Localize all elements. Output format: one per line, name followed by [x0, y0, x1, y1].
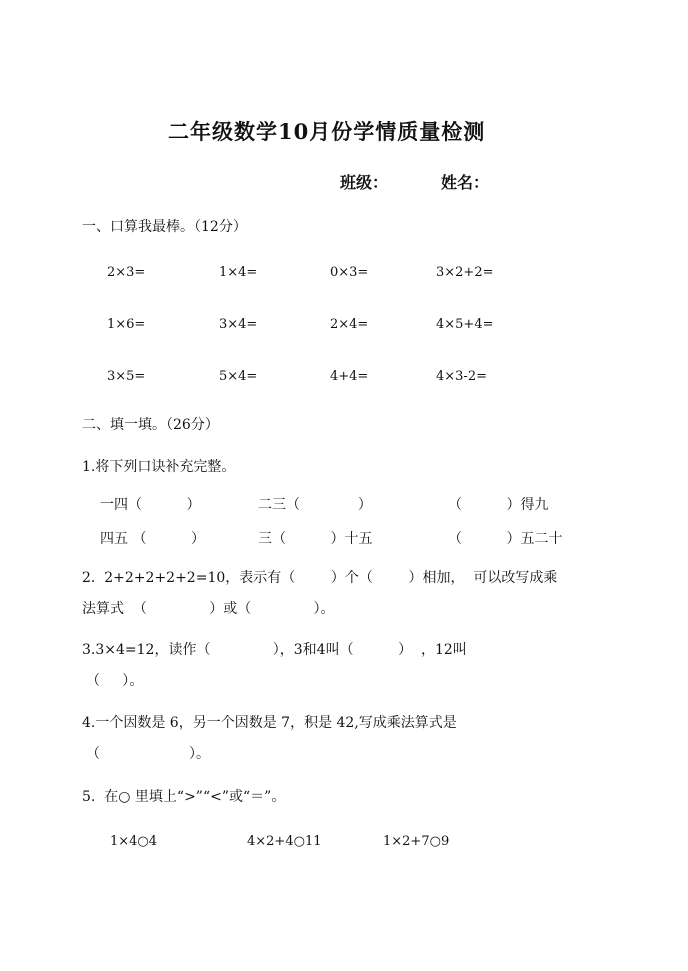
q1-blank-4: 四五 （ ） — [100, 531, 205, 547]
page-title: 二年级数学10月份学情质量检测 — [168, 119, 486, 144]
name-label: 姓名： — [441, 173, 490, 192]
calc-1-2: 1×4= — [219, 265, 258, 280]
calc-3-1: 3×5= — [107, 369, 146, 384]
q3-line-2: （ ）。 — [86, 673, 144, 689]
calc-1-4: 3×2+2= — [436, 265, 494, 280]
calc-1-3: 0×3= — [330, 265, 369, 280]
calc-2-1: 1×6= — [107, 317, 146, 332]
section1-heading: 一、口算我最棒。（12分） — [82, 219, 247, 235]
compare-1: 1×4○4 — [110, 834, 158, 849]
q5-prompt: 5. 在○ 里填上“>”“<”或“＝”。 — [82, 789, 286, 805]
q4-line-1: 4.一个因数是 6，另一个因数是 7，积是 42,写成乘法算式是 — [82, 715, 457, 731]
compare-2: 4×2+4○11 — [247, 834, 322, 849]
calc-2-2: 3×4= — [219, 317, 258, 332]
q1-prompt: 1.将下列口诀补充完整。 — [82, 459, 236, 475]
q4-line-2: （ ）。 — [86, 746, 211, 762]
q2-line-1: 2. 2+2+2+2+2=10，表示有（ ）个（ ）相加， 可以改写成乘 — [82, 570, 558, 586]
q2-line-2: 法算式 （ ）或（ ）。 — [82, 601, 335, 617]
class-label: 班级： — [340, 173, 389, 192]
q1-blank-6: （ ）五二十 — [448, 531, 563, 547]
q1-blank-5: 三（ ）十五 — [258, 531, 373, 547]
calc-2-4: 4×5+4= — [436, 317, 494, 332]
calc-3-2: 5×4= — [219, 369, 258, 384]
compare-3: 1×2+7○9 — [383, 834, 450, 849]
q1-blank-1: 一四（ ） — [100, 497, 201, 513]
calc-1-1: 2×3= — [107, 265, 146, 280]
q3-line-1: 3.3×4=12，读作（ ），3和4叫（ ） ，12叫 — [82, 642, 467, 658]
q1-blank-3: （ ）得九 — [448, 497, 549, 513]
calc-3-4: 4×3-2= — [436, 369, 487, 384]
calc-2-3: 2×4= — [330, 317, 369, 332]
calc-3-3: 4+4= — [330, 369, 369, 384]
section2-heading: 二、填一填。（26分） — [82, 417, 219, 433]
q1-blank-2: 二三（ ） — [258, 497, 372, 513]
